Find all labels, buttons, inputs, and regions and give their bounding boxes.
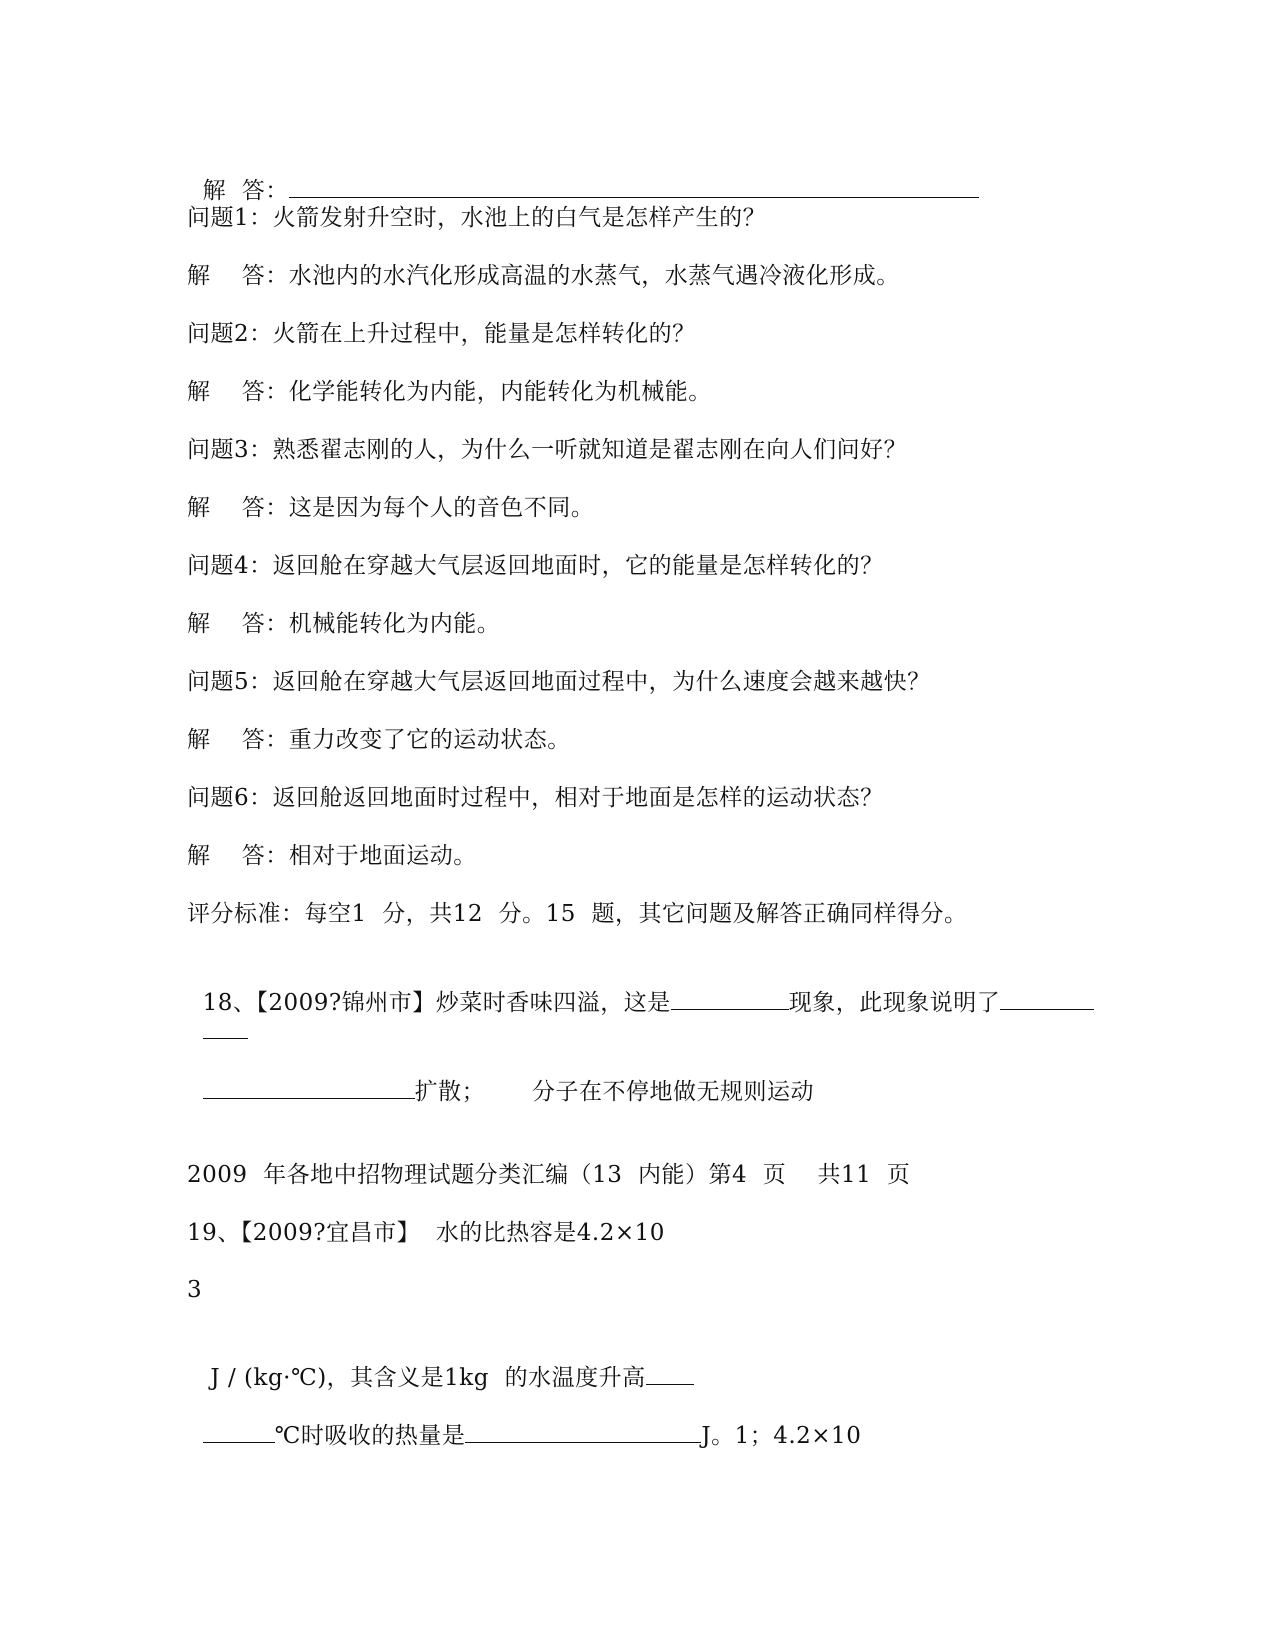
q19-blank-1	[646, 1362, 694, 1385]
q18-answer-1: 扩散；	[414, 1079, 486, 1105]
question-2: 问题2：火箭在上升过程中，能量是怎样转化的？	[187, 321, 696, 347]
question-19-superscript: 3	[187, 1277, 203, 1303]
question-18	[187, 957, 1094, 1018]
q18-answer-2: 分子在不停地做无规则运动	[532, 1079, 814, 1105]
q19-blank-1-cont	[203, 1420, 275, 1443]
q19-line4-part1: ℃时吸收的热量是	[274, 1423, 466, 1449]
answer-3: 解 答：这是因为每个人的音色不同。	[187, 495, 595, 521]
q18-part1: 18、【2009?锦州市】炒菜时香味四溢，这是	[202, 990, 671, 1016]
answer-4: 解 答：机械能转化为内能。	[187, 611, 501, 637]
q18-blank-3	[203, 1076, 415, 1099]
question-19-line1: 19、【2009?宜昌市】 水的比热容是4.2×10	[187, 1220, 665, 1246]
answer-blank-line	[187, 145, 979, 206]
q18-part2: 现象，此现象说明了	[788, 990, 1001, 1016]
q18-blank-1	[671, 987, 789, 1010]
q19-line3-text: J / (kg·℃)，其含义是1kg 的水温度升高	[202, 1365, 646, 1391]
q19-blank-2	[465, 1420, 701, 1443]
scoring-standard: 评分标准：每空1 分，共12 分。15 题，其它问题及解答正确同样得分。	[187, 901, 968, 927]
q18-answer-line	[187, 1046, 814, 1107]
question-3: 问题3：熟悉翟志刚的人，为什么一听就知道是翟志刚在向人们问好？	[187, 437, 908, 463]
answer-6: 解 答：相对于地面运动。	[187, 843, 477, 869]
answer-1: 解 答：水池内的水汽化形成高温的水蒸气，水蒸气遇冷液化形成。	[187, 263, 900, 289]
answer-label: 解 答：	[202, 178, 289, 204]
question-19-line3	[187, 1332, 694, 1393]
answer-2: 解 答：化学能转化为内能，内能转化为机械能。	[187, 379, 712, 405]
q18-blank-2	[1000, 987, 1094, 1010]
q19-line4-part2: J。1；4.2×10	[701, 1423, 862, 1449]
q18-blank-2-cont	[203, 1016, 248, 1039]
question-6: 问题6：返回舱返回地面时过程中，相对于地面是怎样的运动状态？	[187, 785, 884, 811]
answer-blank	[289, 175, 979, 198]
answer-5: 解 答：重力改变了它的运动状态。	[187, 727, 571, 753]
question-1: 问题1：火箭发射升空时，水池上的白气是怎样产生的？	[187, 205, 767, 231]
q18-blank-continuation	[187, 986, 248, 1047]
question-5: 问题5：返回舱在穿越大气层返回地面过程中，为什么速度会越来越快？	[187, 669, 931, 695]
page-footer: 2009 年各地中招物理试题分类汇编（13 内能）第4 页 共11 页	[187, 1162, 911, 1188]
question-4: 问题4：返回舱在穿越大气层返回地面时，它的能量是怎样转化的？	[187, 553, 884, 579]
question-19-line4	[187, 1390, 861, 1451]
